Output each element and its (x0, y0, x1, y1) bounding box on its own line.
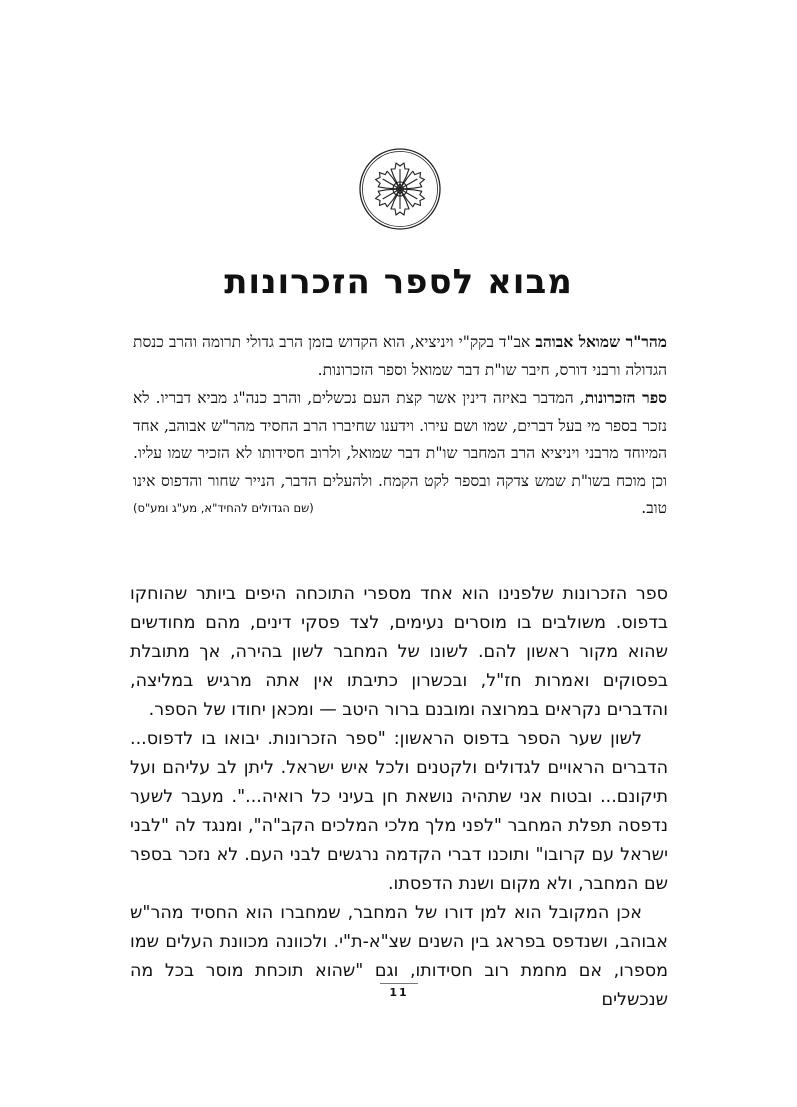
footer-divider (380, 983, 418, 984)
source-citation: (שם הגדולים להחיד"א, מע"ג ומע"ס) (133, 501, 314, 515)
intro-body (130, 580, 668, 1015)
page-number: 11 (389, 986, 409, 999)
body-paragraph: ספר הזכרונות שלפנינו הוא אחד מספרי התוכחה היפים ביותר שהוחקו בדפוס. משולבים בו מוסרים נעימים, לצד פסקי דינים, מהם מחודשים שהוא מקור ראשון להם. לשונו של המחבר לשון בהירה, אך מתובלת בפסוקים ואמרות חז"ל, ובכשרון כתיבתו אין אתה מרגיש במליצה, והדברים נקראים במרוצה ומובנם ברור היטב — ומכאן יחודו של הספר. (130, 584, 668, 720)
bio-paragraph-book (133, 384, 667, 523)
bio-paragraph-author (133, 328, 667, 384)
bio-author-text: אב"ד בקק"י ויניציא, הוא הקדוש בזמן הרב גדולי תרומה והרב כנסת הגדולה ורבני דורס, חיבר שו"ת דבר שמואל וספר הזכרונות. (133, 333, 667, 379)
bio-author-name: מהר"ר שמואל אבוהב (535, 332, 667, 351)
body-paragraph: לשון שער הספר בדפוס הראשון: "ספר הזכרונות. יבואו בו לדפוס... הדברים הראויים לגדולים ולקטנים ולכל איש ישראל. ליתן לב עליהם ועל תיקונם... ובטוח אני שתהיה נושאת חן בעיני כל רואיה...". מעבר לשער נדפסה תפלת המחבר "לפני מלך מלכי המלכים הקב"ה", ומנגד לה "לבני ישראל עם קרובו" ותוכנו דברי הקדמה נרגשים לבני העם. לא נזכר בספר שם המחבר, ולא מקום ושנת הדפסתו. (130, 729, 668, 894)
page-title: מבוא לספר הזכרונות (224, 262, 573, 302)
rosette-ornament-icon (358, 147, 442, 231)
bio-book-name: ספר הזכרונות (584, 388, 667, 407)
author-bio-section (133, 328, 667, 523)
body-paragraph: אכן המקובל הוא למן דורו של המחבר, שמחברו הוא החסיד מהר"ש אבוהב, ושנדפס בפראג בין השנים שצ"א-ת"י. ולכוונה מכוונת העלים שמו מספרו, אם מחמת רוב חסידותו, וגם "שהוא תוכחת מוסר בכל מה שנכשלים (130, 903, 668, 1010)
bio-book-text: , המדבר באיזה דינין אשר קצת העם נכשלים, והרב כנה"ג מביא דבריו. לא נזכר בספר מי בעל דברים, שמו ושם עירו. וידענו שחיברו הרב החסיד מהר"ש אבוהב, אחד המיוחד מרבני ויניציא הרב המחבר שו"ת דבר שמואל, ולרוב חסידותו לא הזכיר שמו עליו. וכן מוכח בשו"ת שמש צדקה ובספר לקט הקמח. ולהעלים הדבר, הנייר שחור והדפוס אינו טוב. (133, 389, 667, 517)
